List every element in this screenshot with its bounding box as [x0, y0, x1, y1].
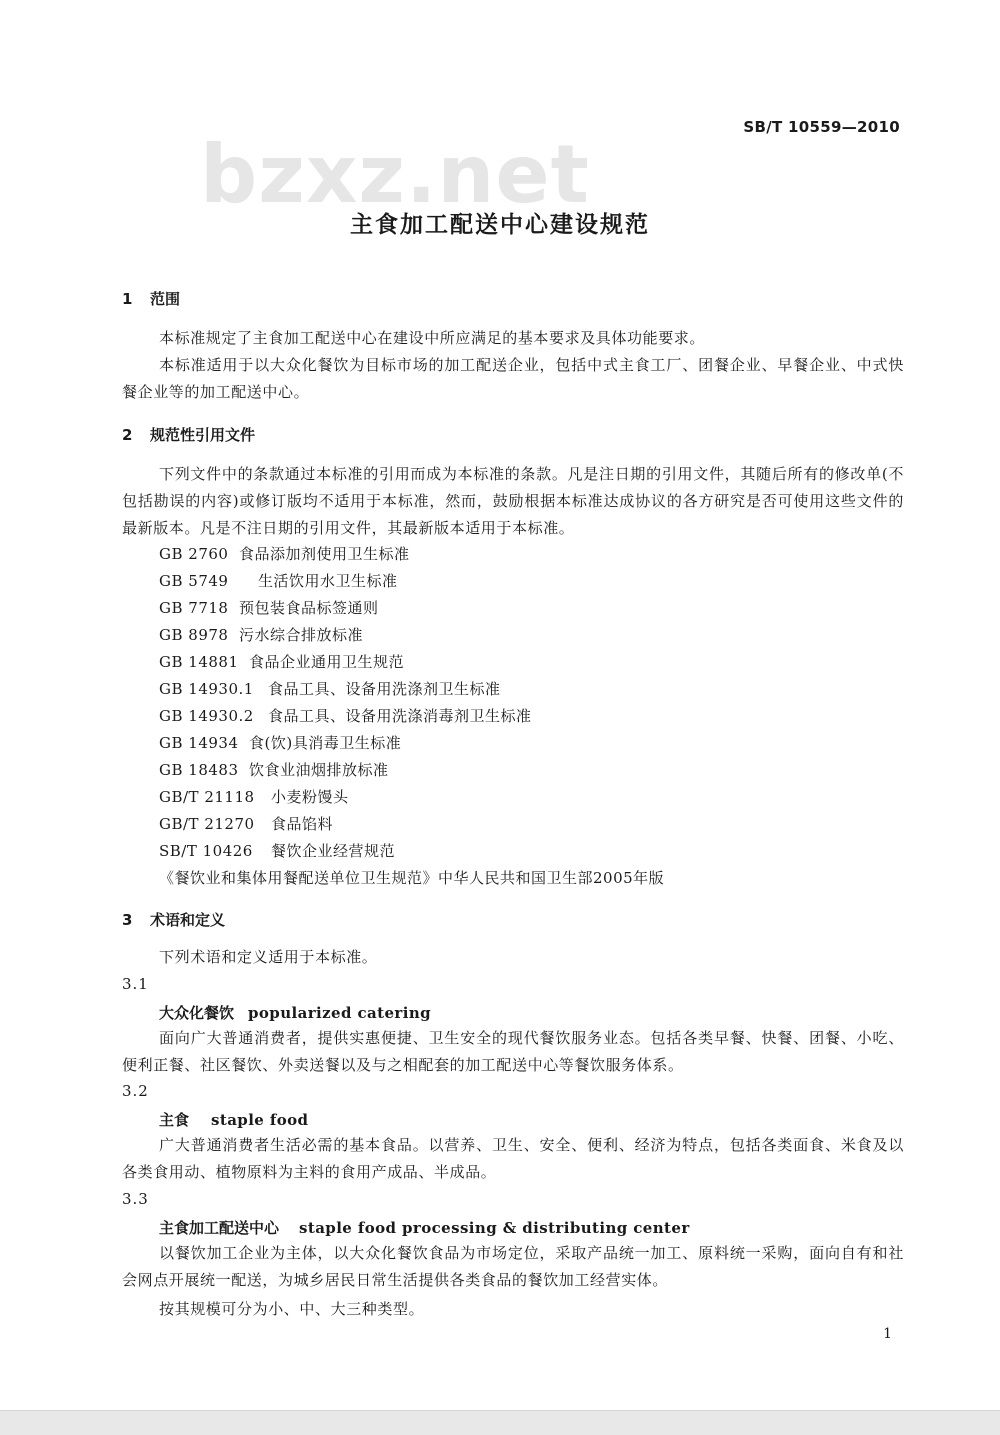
- reference-name: 食品企业通用卫生规范: [249, 653, 405, 671]
- reference-item: [159, 840, 395, 861]
- term-en: popularized catering: [248, 1004, 432, 1022]
- page-number: 1: [883, 1326, 892, 1342]
- reference-item: [159, 732, 401, 753]
- reference-name: 食品馅料: [271, 815, 334, 833]
- reference-code: GB 18483: [159, 761, 239, 779]
- reference-name: 餐饮企业经营规范: [271, 842, 396, 860]
- term-en: staple food: [211, 1111, 309, 1129]
- term-number: 3.3: [122, 1190, 149, 1208]
- reference-item: [159, 759, 389, 780]
- viewer-bottom-bar: [0, 1410, 1000, 1435]
- reference-code: GB 14930.1: [159, 680, 254, 698]
- reference-name: 预包装食品标签通则: [239, 599, 379, 617]
- reference-code: GB 5749: [159, 572, 229, 590]
- term-heading: [159, 1217, 690, 1238]
- reference-name: 污水综合排放标准: [239, 626, 364, 644]
- reference-code: GB/T 21118: [159, 788, 255, 806]
- term-zh: 大众化餐饮: [159, 1004, 235, 1022]
- reference-name: 生活饮用水卫生标准: [258, 572, 398, 590]
- section-number: 1: [122, 290, 133, 308]
- term-definition: 广大普通消费者生活必需的基本食品。以营养、卫生、安全、便利、经济为特点，包括各类面食、米食及以各类食用动、植物原料为主料的食用产成品、半成品。: [122, 1136, 904, 1181]
- reference-code: GB 14930.2: [159, 707, 254, 725]
- section-title: 范围: [150, 290, 181, 308]
- standard-code: SB/T 10559—2010: [743, 118, 900, 136]
- section-1-heading: [122, 288, 180, 309]
- term-heading: [159, 1109, 308, 1130]
- section-title: 术语和定义: [150, 911, 226, 929]
- paragraph: 下列文件中的条款通过本标准的引用而成为本标准的条款。凡是注日期的引用文件，其随后所有的修改单(不包括勘误的内容)或修订版均不适用于本标准，然而，鼓励根据本标准达成协议的各方研究是否可使用这些文件的最新版本。凡是不注日期的引用文件，其最新版本适用于本标准。: [122, 465, 904, 537]
- term-number: 3.2: [122, 1082, 149, 1100]
- paragraph: 下列术语和定义适用于本标准。: [159, 948, 378, 966]
- term-zh: 主食: [159, 1111, 190, 1129]
- reference-code: GB 14881: [159, 653, 239, 671]
- reference-item: [159, 543, 410, 564]
- term-number: 3.1: [122, 975, 149, 993]
- reference-name: 食品工具、设备用洗涤剂卫生标准: [268, 680, 501, 698]
- reference-code: SB/T 10426: [159, 842, 253, 860]
- paragraph: 本标准规定了主食加工配送中心在建设中所应满足的基本要求及具体功能要求。: [159, 329, 706, 347]
- reference-item: [159, 597, 379, 618]
- term-definition: 以餐饮加工企业为主体，以大众化餐饮食品为市场定位，采取产品统一加工、原料统一采购，面向自有和社会网点开展统一配送，为城乡居民日常生活提供各类食品的餐饮加工经营实体。: [122, 1244, 904, 1289]
- reference-name: 食(饮)具消毒卫生标准: [249, 734, 402, 752]
- document-title: 主食加工配送中心建设规范: [350, 212, 650, 238]
- term-definition: 面向广大普通消费者，提供实惠便捷、卫生安全的现代餐饮服务业态。包括各类早餐、快餐、团餐、小吃、便利正餐、社区餐饮、外卖送餐以及与之相配套的加工配送中心等餐饮服务体系。: [122, 1029, 904, 1074]
- reference-code: GB 8978: [159, 626, 229, 644]
- section-number: 3: [122, 911, 133, 929]
- term-zh: 主食加工配送中心: [159, 1219, 280, 1237]
- reference-name: 食品添加剂使用卫生标准: [239, 545, 410, 563]
- reference-item: [159, 624, 363, 645]
- watermark: bzxz.net: [200, 128, 590, 221]
- paragraph: 本标准适用于以大众化餐饮为目标市场的加工配送企业，包括中式主食工厂、团餐企业、早餐企业、中式快餐企业等的加工配送中心。: [122, 356, 904, 401]
- section-3-heading: [122, 909, 225, 930]
- term-heading: [159, 1002, 431, 1023]
- reference-item: [159, 705, 532, 726]
- reference-item: [159, 678, 501, 699]
- reference-item: [159, 651, 404, 672]
- term-en: staple food processing & distributing center: [299, 1219, 690, 1237]
- term-note: 按其规模可分为小、中、大三种类型。: [159, 1300, 425, 1318]
- section-title: 规范性引用文件: [150, 426, 256, 444]
- reference-code: GB 14934: [159, 734, 239, 752]
- reference-code: GB 2760: [159, 545, 229, 563]
- reference-name: 饮食业油烟排放标准: [249, 761, 389, 779]
- reference-name: 食品工具、设备用洗涤消毒剂卫生标准: [268, 707, 532, 725]
- reference-name: 小麦粉馒头: [271, 788, 349, 806]
- reference-item: 《餐饮业和集体用餐配送单位卫生规范》中华人民共和国卫生部2005年版: [159, 869, 665, 887]
- reference-item: [159, 786, 349, 807]
- reference-code: GB/T 21270: [159, 815, 255, 833]
- section-number: 2: [122, 426, 133, 444]
- reference-code: GB 7718: [159, 599, 229, 617]
- section-2-heading: [122, 424, 255, 445]
- reference-item: [159, 570, 398, 591]
- reference-item: [159, 813, 333, 834]
